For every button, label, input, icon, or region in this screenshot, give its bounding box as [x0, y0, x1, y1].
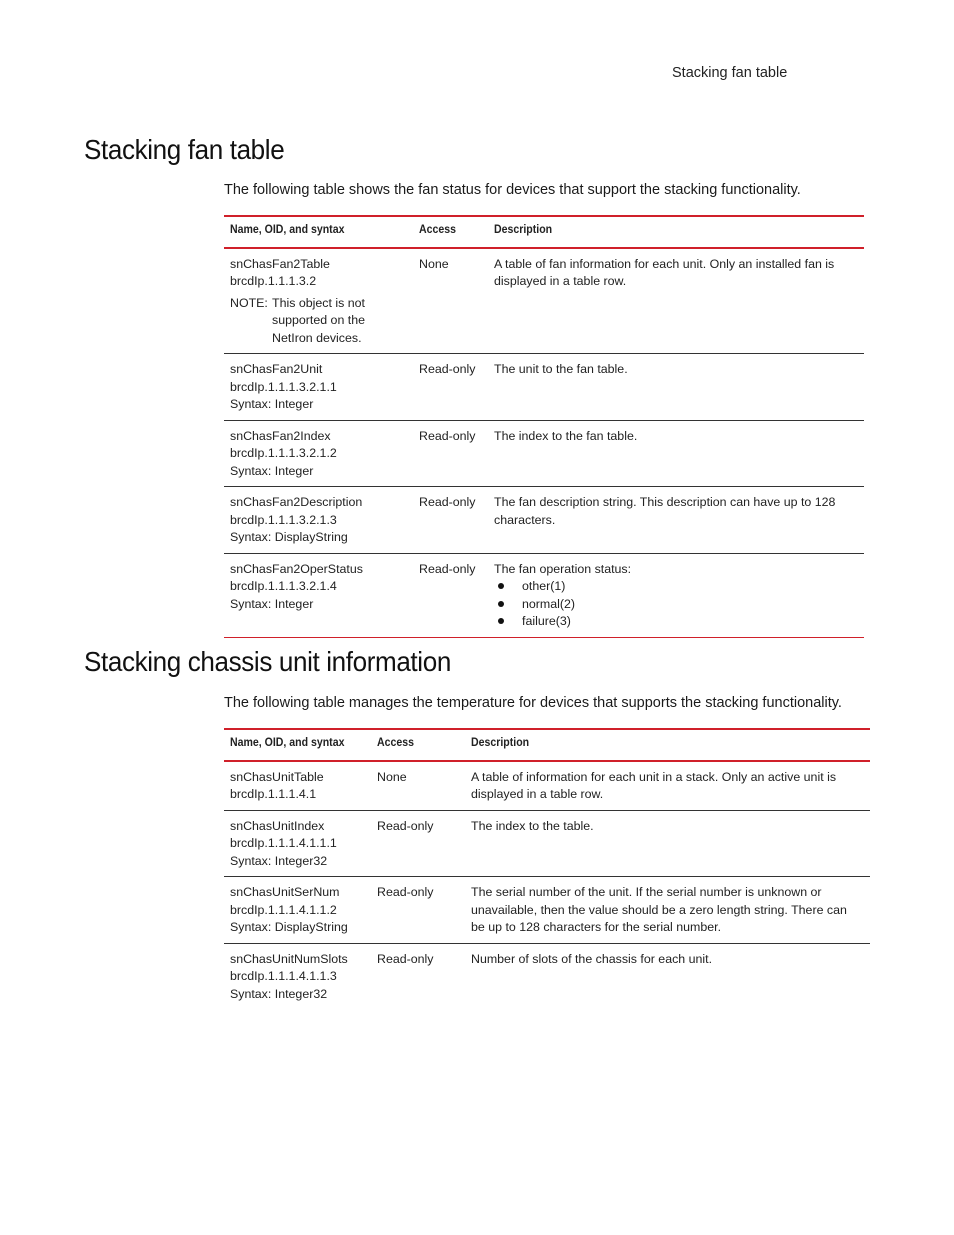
table-row	[224, 354, 864, 421]
object-oid: brcdIp.1.1.1.3.2.1.2	[230, 446, 337, 460]
stacking-fan-table	[224, 215, 864, 638]
column-header-description: Description	[471, 735, 530, 749]
access-cell: Read-only	[419, 428, 476, 443]
object-name: snChasUnitSerNum	[230, 885, 340, 899]
name-cell	[224, 877, 371, 944]
section-title-stacking-chassis-unit-information: Stacking chassis unit information	[84, 646, 451, 677]
status-values-list	[494, 578, 858, 631]
description-cell: Number of slots of the chassis for each unit.	[471, 951, 713, 966]
note-label: NOTE:	[230, 295, 268, 310]
list-item: normal(2)	[494, 596, 858, 614]
list-item: failure(3)	[494, 613, 858, 631]
table-row	[224, 877, 870, 944]
stacking-chassis-unit-table	[224, 728, 870, 1009]
object-syntax: Syntax: Integer32	[230, 853, 328, 868]
name-cell	[224, 553, 413, 637]
description-cell: A table of information for each unit in a stack. Only an active unit is displayed in a table row.	[471, 769, 837, 801]
section-title-stacking-fan-table: Stacking fan table	[84, 134, 285, 165]
table-row	[224, 810, 870, 877]
access-cell: Read-only	[377, 818, 434, 833]
name-cell	[224, 810, 371, 877]
object-syntax: Syntax: DisplayString	[230, 920, 348, 934]
name-cell	[224, 487, 413, 554]
column-header-access: Access	[377, 735, 415, 749]
object-name: snChasFan2Table	[230, 256, 330, 271]
object-oid: brcdIp.1.1.1.3.2.1.3	[230, 512, 337, 527]
access-cell: Read-only	[419, 362, 476, 376]
bullet-icon	[498, 601, 504, 607]
access-cell: None	[377, 769, 407, 784]
name-cell	[224, 354, 413, 421]
object-oid: brcdIp.1.1.1.4.1	[230, 787, 317, 801]
table-row	[224, 761, 870, 811]
object-oid: brcdIp.1.1.1.4.1.1.2	[230, 902, 337, 917]
object-name: snChasFan2Description	[230, 495, 363, 509]
access-cell: Read-only	[377, 951, 434, 966]
column-header-description: Description	[494, 222, 553, 236]
table-row	[224, 487, 864, 554]
description-cell	[488, 553, 864, 637]
description-cell: The index to the fan table.	[494, 428, 638, 443]
description-text: The fan operation status:	[494, 561, 632, 576]
object-oid: brcdIp.1.1.1.4.1.1.3	[230, 969, 337, 983]
description-cell: The serial number of the unit. If the serial number is unknown or unavailable, then the value should be a zero length string. There can be up to 128 characters for the serial number.	[471, 885, 847, 934]
column-header-name: Name, OID, and syntax	[230, 735, 345, 749]
description-cell: The unit to the fan table.	[494, 362, 628, 376]
table-row	[224, 553, 864, 637]
object-name: snChasUnitTable	[230, 769, 324, 784]
name-cell	[224, 943, 371, 1009]
description-cell: The fan description string. This description can have up to 128 characters.	[494, 495, 836, 527]
bullet-icon	[498, 618, 504, 624]
object-name: snChasUnitNumSlots	[230, 951, 348, 966]
object-oid: brcdIp.1.1.1.3.2	[230, 274, 317, 288]
access-cell: Read-only	[419, 495, 476, 509]
object-syntax: Syntax: Integer	[230, 397, 314, 411]
object-oid: brcdIp.1.1.1.4.1.1.1	[230, 836, 337, 850]
table-header-row	[224, 729, 870, 761]
object-syntax: Syntax: Integer	[230, 596, 314, 611]
access-cell: Read-only	[419, 561, 476, 576]
section-intro: The following table shows the fan status for devices that support the stacking functionality.	[224, 182, 801, 198]
object-syntax: Syntax: Integer32	[230, 986, 328, 1001]
name-cell	[224, 420, 413, 487]
table-header-row	[224, 216, 864, 248]
object-syntax: Syntax: Integer	[230, 463, 314, 478]
table-row	[224, 943, 870, 1009]
description-cell: The index to the table.	[471, 818, 594, 833]
access-cell: None	[419, 256, 449, 271]
note-block	[230, 295, 407, 348]
section-intro: The following table manages the temperature for devices that supports the stacking functionality.	[224, 695, 842, 711]
bullet-icon	[498, 583, 504, 589]
name-cell	[224, 761, 371, 811]
column-header-name: Name, OID, and syntax	[230, 222, 345, 236]
object-name: snChasUnitIndex	[230, 818, 325, 833]
object-syntax: Syntax: DisplayString	[230, 530, 348, 544]
object-oid: brcdIp.1.1.1.3.2.1.1	[230, 379, 337, 394]
name-cell	[224, 248, 413, 354]
object-name: snChasFan2Unit	[230, 362, 323, 376]
description-cell: A table of fan information for each unit. Only an installed fan is displayed in a table row.	[494, 256, 835, 288]
column-header-access: Access	[419, 222, 457, 236]
table-row	[224, 248, 864, 354]
object-name: snChasFan2Index	[230, 428, 331, 443]
access-cell: Read-only	[377, 885, 434, 899]
list-item: other(1)	[494, 578, 858, 596]
running-header: Stacking fan table	[672, 65, 788, 81]
table-row	[224, 420, 864, 487]
note-text: This object is not supported on the NetIron devices.	[272, 295, 366, 345]
object-oid: brcdIp.1.1.1.3.2.1.4	[230, 579, 337, 593]
object-name: snChasFan2OperStatus	[230, 561, 363, 576]
